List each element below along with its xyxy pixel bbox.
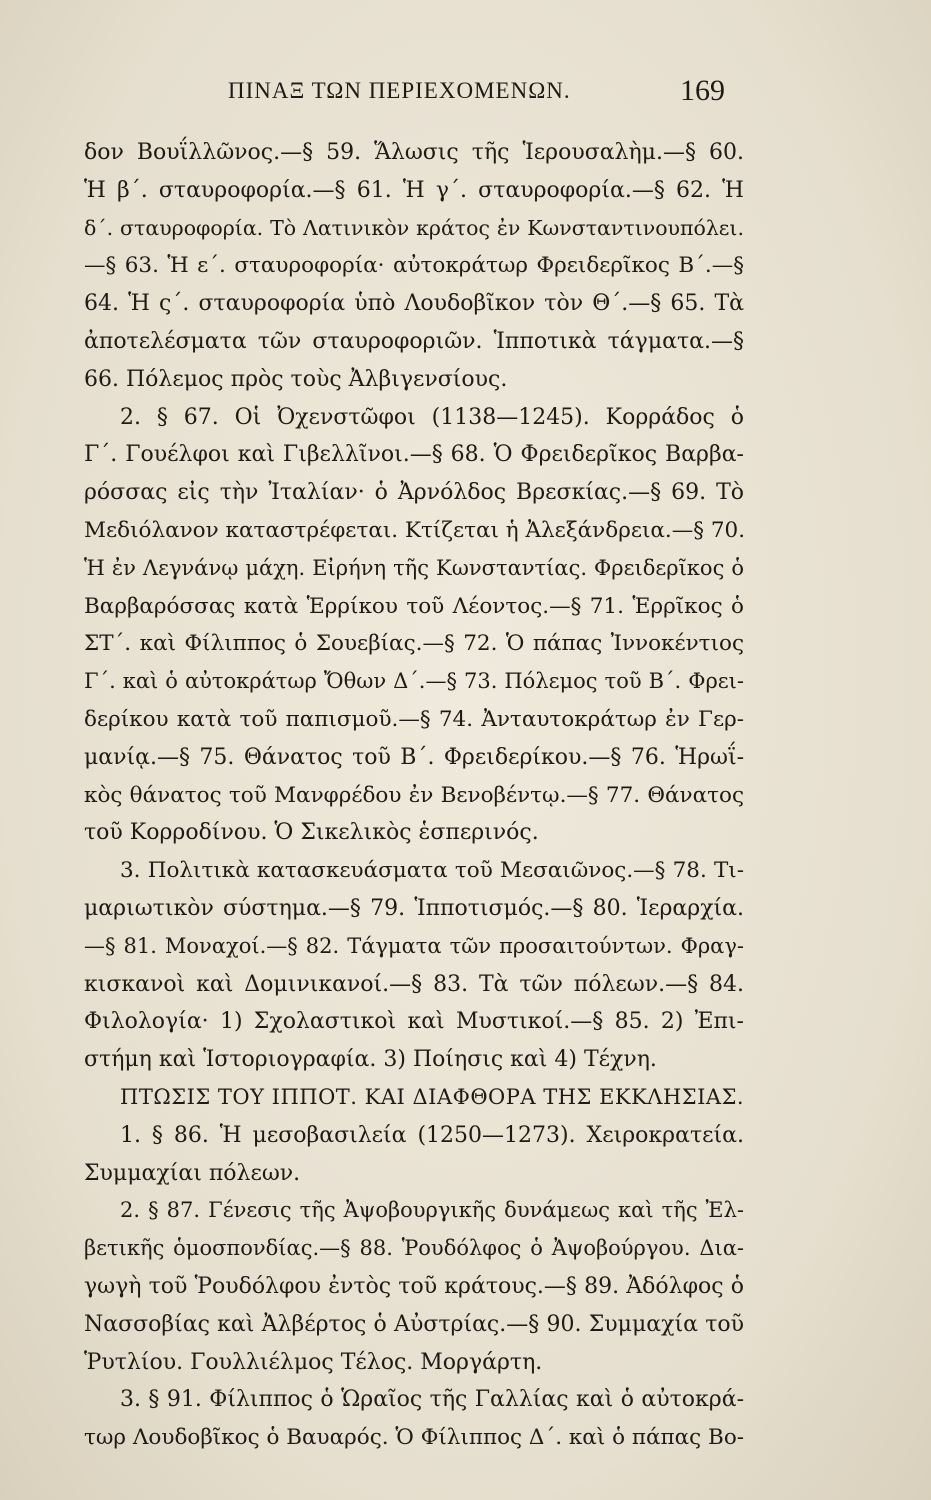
- text-line: —§ 63. Ἡ ε΄. σταυροφορία· αὐτοκράτωρ Φρειδερῖκος Β΄.—§: [84, 253, 744, 279]
- text-line: στήμη καὶ Ἱστοριογραφία. 3) Ποίησις καὶ 4) Τέχνη.: [84, 1047, 657, 1073]
- text-line: Βαρβαρόσσας κατὰ Ἑρρίκου τοῦ Λέοντος.—§ 71. Ἑρρῖκος ὁ: [84, 593, 744, 619]
- section-2-start: 2. § 67. Οἱ Ὀχενστῶφοι (1138—1245). Κορράδος ὁ: [120, 404, 744, 430]
- text-line: —§ 81. Μοναχοί.—§ 82. Τάγματα τῶν προσαιτούντων. Φραγ-: [84, 933, 744, 958]
- text-line: Ἡ β΄. σταυροφορία.—§ 61. Ἡ γ΄. σταυροφορία.—§ 62. Ἡ: [84, 177, 744, 203]
- page-number: 169: [680, 74, 725, 107]
- table-of-contents-text: [84, 134, 744, 1457]
- text-line: ΣΤ΄. καὶ Φίλιππος ὁ Σουεβίας.—§ 72. Ὁ πάπας Ἰννοκέντιος: [84, 631, 744, 657]
- text-line: ρόσσας εἰς τὴν Ἰταλίαν· ὁ Ἀρνόλδος Βρεσκίας.—§ 69. Τὸ: [84, 480, 744, 506]
- section-2-start: 2. § 87. Γένεσις τῆς Ἀψοβουργικῆς δυνάμεως καὶ τῆς Ἐλ-: [120, 1198, 744, 1223]
- page-header: [0, 74, 931, 118]
- text-line: γωγὴ τοῦ Ῥουδόλφου ἐντὸς τοῦ κράτους.—§ 89. Ἀδόλφος ὁ: [84, 1273, 744, 1299]
- chapter-heading: ΠΤΩΣΙΣ ΤΟΥ ΙΠΠΟΤ. ΚΑΙ ΔΙΑΦΘΟΡΑ ΤΗΣ ΕΚΚΛΗΣΙΑΣ.: [120, 1084, 745, 1109]
- text-line: μανίᾳ.—§ 75. Θάνατος τοῦ Β΄. Φρειδερίκου.—§ 76. Ἡρωΐ-: [84, 744, 744, 770]
- running-title: ΠΙΝΑΞ ΤΩΝ ΠΕΡΙΕΧΟΜΕΝΩΝ.: [228, 78, 571, 103]
- text-line: Μεδιόλανον καταστρέφεται. Κτίζεται ἡ Ἀλεξάνδρεια.—§ 70.: [84, 517, 746, 543]
- section-3-start: 3. Πολιτικὰ κατασκευάσματα τοῦ Μεσαιῶνος.—§ 78. Τι-: [120, 858, 744, 884]
- text-line: μαριωτικὸν σύστημα.—§ 79. Ἱπποτισμός.—§ 80. Ἱεραρχία.: [84, 895, 744, 921]
- text-line: δερίκου κατὰ τοῦ παπισμοῦ.—§ 74. Ἀνταυτοκράτωρ ἐν Γερ-: [84, 706, 744, 732]
- text-line: 66. Πόλεμος πρὸς τοὺς Ἀλβιγενσίους.: [84, 366, 508, 392]
- text-line: Ἡ ἐν Λεγνάνῳ μάχη. Εἰρήνη τῆς Κωνσταντίας. Φρειδερῖκος ὁ: [84, 555, 744, 580]
- text-line: Γ΄. Γουέλφοι καὶ Γιβελλῖνοι.—§ 68. Ὁ Φρειδερῖκος Βαρβα-: [84, 442, 744, 468]
- text-line: Νασσοβίας καὶ Ἀλβέρτος ὁ Αὐστρίας.—§ 90. Συμμαχία τοῦ: [84, 1311, 744, 1337]
- text-line: Ῥυτλίου. Γουλλιέλμος Τέλος. Μοργάρτη.: [84, 1349, 543, 1375]
- text-line: 64. Ἡ ς΄. σταυροφορία ὑπὸ Λουδοβῖκον τὸν Θ΄.—§ 65. Τὰ: [84, 291, 744, 317]
- text-line: Συμμαχίαι πόλεων.: [84, 1160, 301, 1186]
- text-line: δον Βουΐλλῶνος.—§ 59. Ἅλωσις τῆς Ἱερουσαλὴμ.—§ 60.: [84, 140, 744, 165]
- text-line: κισκανοὶ καὶ Δομινικανοί.—§ 83. Τὰ τῶν πόλεων.—§ 84.: [84, 971, 744, 997]
- text-line: Γ΄. καὶ ὁ αὐτοκράτωρ Ὄθων Δ΄.—§ 73. Πόλεμος τοῦ Β΄. Φρει-: [84, 669, 744, 694]
- section-1-start: 1. § 86. Ἡ μεσοβασιλεία (1250—1273). Χειροκρατεία.: [120, 1122, 744, 1148]
- text-line: Φιλολογία· 1) Σχολαστικοὶ καὶ Μυστικοί.—§ 85. 2) Ἐπι-: [84, 1009, 744, 1035]
- text-line: ἀποτελέσματα τῶν σταυροφοριῶν. Ἱπποτικὰ τάγματα.—§: [84, 328, 744, 354]
- text-line: κὸς θάνατος τοῦ Μανφρέδου ἐν Βενοβέντῳ.—§ 77. Θάνατος: [84, 782, 744, 808]
- section-3-start: 3. § 91. Φίλιππος ὁ Ὡραῖος τῆς Γαλλίας καὶ ὁ αὐτοκρά-: [120, 1387, 744, 1413]
- text-line: δ΄. σταυροφορία. Τὸ Λατινικὸν κράτος ἐν Κωνσταντινουπόλει.: [84, 215, 744, 240]
- text-line: τοῦ Κορροδίνου. Ὁ Σικελικὸς ἑσπερινός.: [84, 820, 539, 846]
- text-line: βετικῆς ὁμοσπονδίας.—§ 88. Ῥουδόλφος ὁ Ἀψοβούργου. Δια-: [84, 1236, 744, 1261]
- text-line: τωρ Λουδοβῖκος ὁ Βαυαρός. Ὁ Φίλιππος Δ΄. καὶ ὁ πάπας Βο-: [84, 1425, 745, 1451]
